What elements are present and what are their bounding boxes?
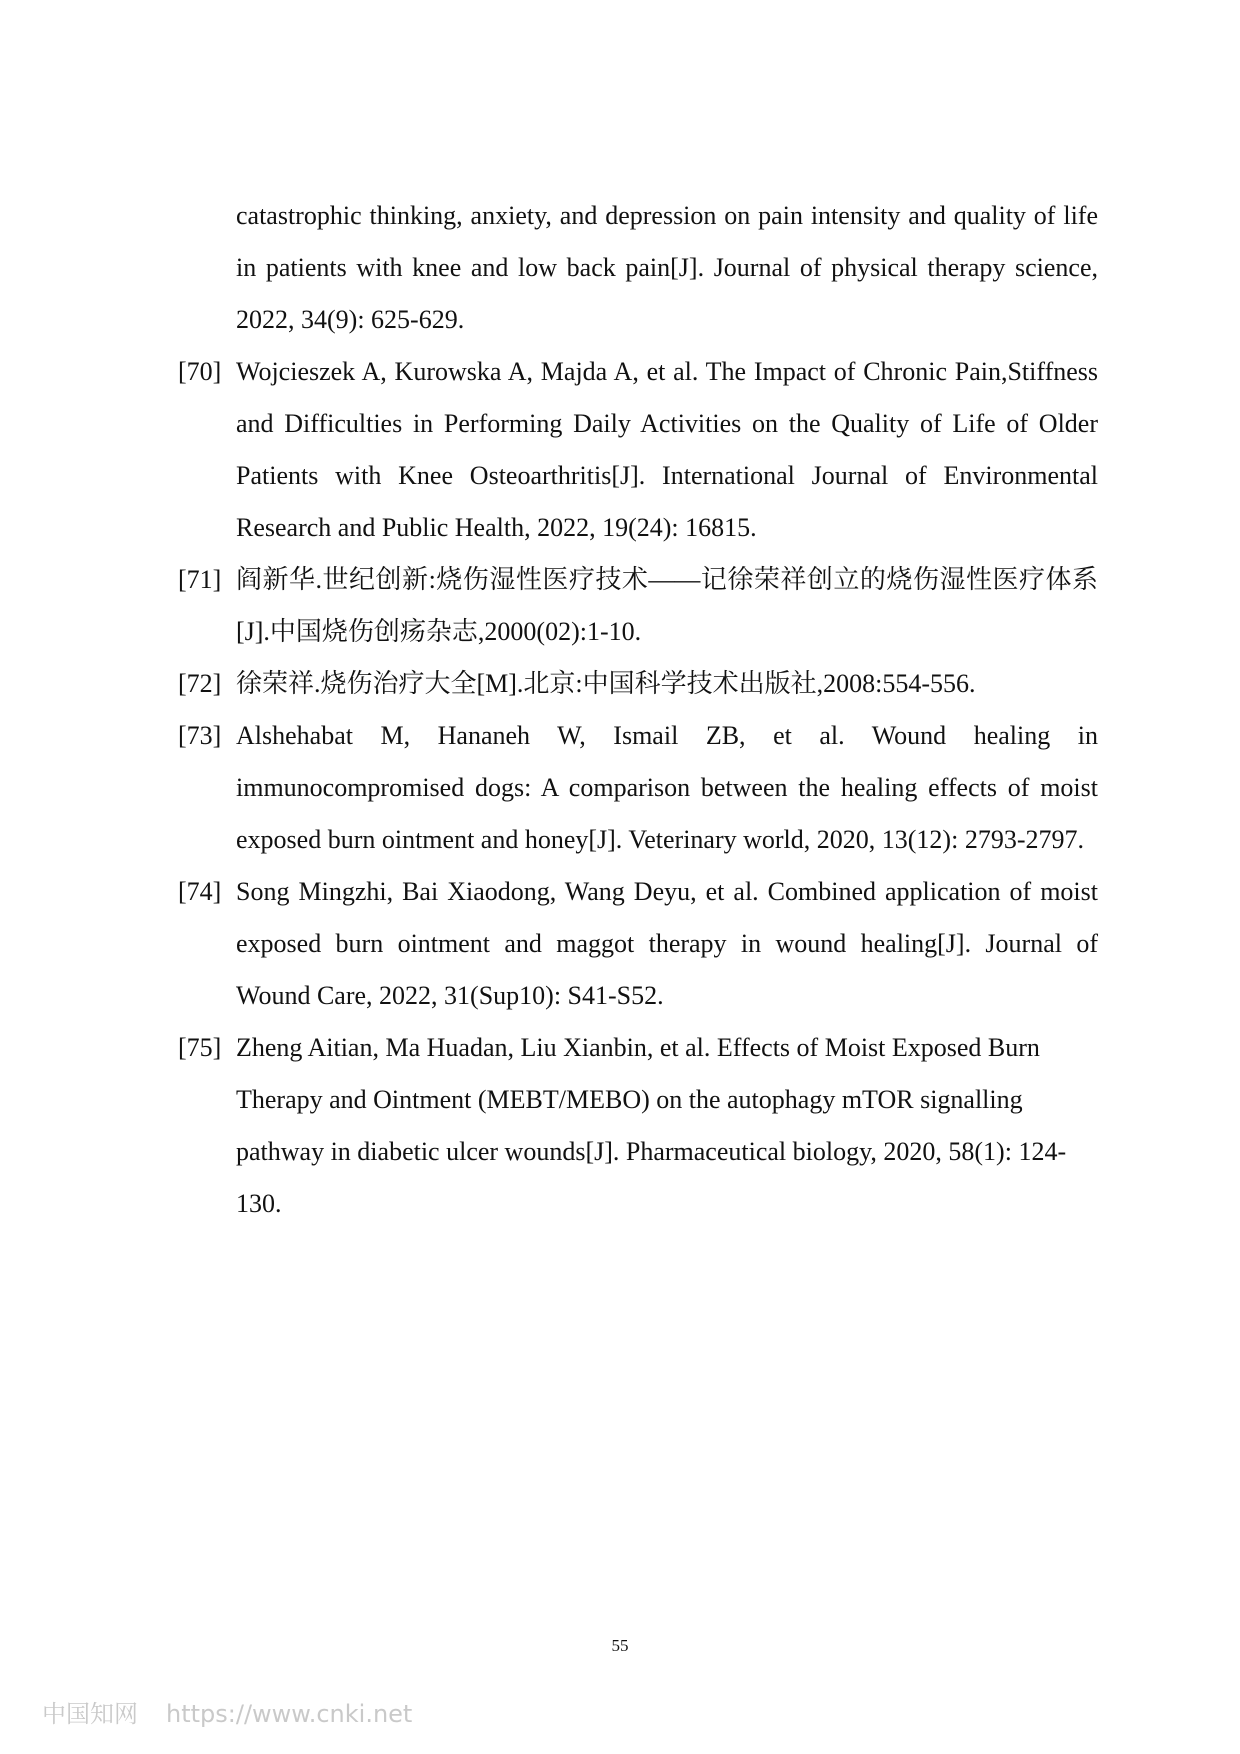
- reference-number: [72]: [178, 669, 222, 698]
- reference-text: Alshehabat M, Hananeh W, Ismail ZB, et al. Wound healing in immunocompromised dogs: A comparison between the healing effects of moist exposed burn ointment and honey[J]. Veterinary world, 2020, 13(12): 2793-2797.: [236, 721, 1098, 854]
- reference-text: Wojcieszek A, Kurowska A, Majda A, et al. The Impact of Chronic Pain,Stiffness and Difficulties in Performing Daily Activities on the Quality of Life of Older Patients with Knee Osteoarthritis[J]. International Journal of Environmental Research and Public Health, 2022, 19(24): 16815.: [236, 357, 1098, 542]
- reference-number: [71]: [178, 565, 222, 594]
- reference-item-74: [178, 866, 1098, 1022]
- reference-text: catastrophic thinking, anxiety, and depression on pain intensity and quality of life in patients with knee and low back pain[J]. Journal of physical therapy science, 2022, 34(9): 625-629.: [236, 201, 1098, 334]
- reference-number: [74]: [178, 877, 222, 906]
- reference-list: [178, 190, 1098, 1230]
- reference-text: Song Mingzhi, Bai Xiaodong, Wang Deyu, et al. Combined application of moist exposed burn ointment and maggot therapy in wound healing[J]. Journal of Wound Care, 2022, 31(Sup10): S41-S52.: [236, 877, 1098, 1010]
- reference-item-70: [178, 346, 1098, 554]
- reference-text: Zheng Aitian, Ma Huadan, Liu Xianbin, et al. Effects of Moist Exposed Burn Therapy and Ointment (MEBT/MEBO) on the autophagy mTOR signalling pathway in diabetic ulcer wounds[J]. Pharmaceutical biology, 2020, 58(1): 124-130.: [236, 1033, 1067, 1218]
- reference-item-continued: [178, 190, 1098, 346]
- reference-number: [75]: [178, 1033, 222, 1062]
- reference-text: 徐荣祥.烧伤治疗大全[M].北京:中国科学技术出版社,2008:554-556.: [236, 669, 976, 698]
- reference-number: [73]: [178, 721, 222, 750]
- page-number: 55: [611, 1636, 629, 1655]
- reference-item-72: [178, 658, 1098, 710]
- reference-number: [70]: [178, 357, 222, 386]
- reference-item-75: [178, 1022, 1098, 1230]
- watermark-brand: 中国知网: [42, 1700, 138, 1728]
- reference-item-73: [178, 710, 1098, 866]
- reference-item-71: [178, 554, 1098, 658]
- reference-text: 阎新华.世纪创新:烧伤湿性医疗技术——记徐荣祥创立的烧伤湿性医疗体系[J].中国烧伤创疡杂志,2000(02):1-10.: [236, 565, 1098, 646]
- watermark-url: https://www.cnki.net: [166, 1700, 413, 1728]
- cnki-watermark: [42, 1694, 412, 1729]
